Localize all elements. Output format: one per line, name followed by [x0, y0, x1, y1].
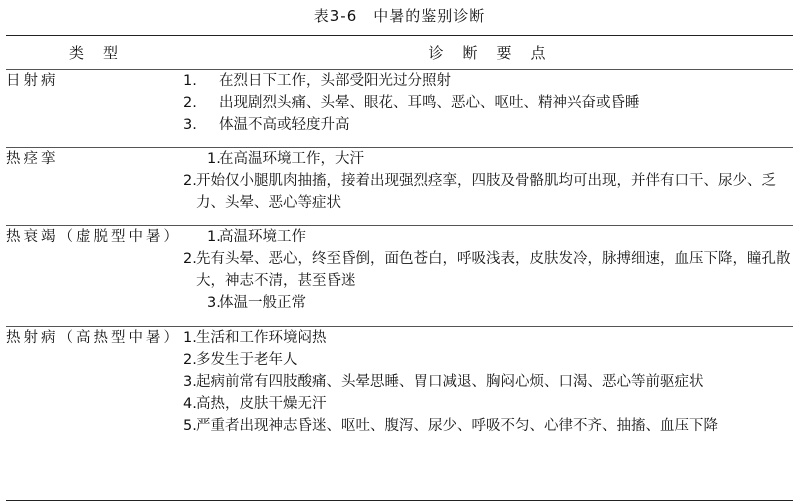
- points-list: [183, 226, 793, 314]
- table-caption: 表3-6 中暑的鉴别诊断: [313, 7, 486, 25]
- list-item: 2. 多发生于老年人: [183, 352, 298, 368]
- list-item: 1. 高温环境工作: [207, 229, 306, 245]
- header-type: 类 型: [6, 36, 183, 70]
- type-cell: 热衰竭（虚脱型中暑）: [6, 229, 181, 245]
- type-cell: 热射病（高热型中暑）: [6, 330, 181, 346]
- list-item: 3. 体温不高或轻度升高: [183, 117, 350, 133]
- header-diagnosis-points: 诊 断 要 点: [183, 36, 793, 70]
- points-cell: [183, 226, 793, 327]
- list-item: 5. 严重者出现神志昏迷、呕吐、腹泻、尿少、呼吸不匀、心律不齐、抽搐、血压下降: [183, 418, 718, 434]
- list-item: 2. 开始仅小腿肌肉抽搐，接着出现强烈痉挛，四肢及骨骼肌均可出现，并伴有口干、尿少、乏力、头晕、恶心等症状: [183, 173, 776, 211]
- list-item: 3. 起病前常有四肢酸痛、头晕思睡、胃口减退、胸闷心烦、口渴、恶心等前驱症状: [183, 374, 704, 390]
- table-header-row: [6, 36, 793, 70]
- points-cell: [183, 327, 793, 501]
- list-item: 1. 在高温环境工作，大汗: [207, 151, 364, 167]
- list-item: 1. 生活和工作环境闷热: [183, 330, 327, 346]
- list-item: 2. 先有头晕、恶心，终至昏倒，面色苍白，呼吸浅表，皮肤发冷，脉搏细速，血压下降，瞳孔散大，神志不清，甚至昏迷: [183, 251, 791, 289]
- points-list: [183, 70, 793, 136]
- points-cell: [183, 148, 793, 226]
- points-list: [183, 148, 793, 214]
- type-cell: 日射病: [6, 73, 59, 89]
- list-item: 2. 出现剧烈头痛、头晕、眼花、耳鸣、恶心、呕吐、精神兴奋或昏睡: [183, 95, 640, 111]
- table-row: [6, 226, 793, 327]
- points-cell: [183, 70, 793, 148]
- list-item: 1. 在烈日下工作，头部受阳光过分照射: [183, 73, 451, 89]
- list-item: 4. 高热，皮肤干燥无汗: [183, 396, 327, 412]
- table-row: [6, 327, 793, 501]
- table-row: [6, 70, 793, 148]
- table-row: [6, 148, 793, 226]
- points-list: [183, 327, 793, 437]
- type-cell: 热痉挛: [6, 151, 59, 167]
- differential-diagnosis-table: [6, 35, 793, 501]
- list-item: 3. 体温一般正常: [207, 295, 306, 311]
